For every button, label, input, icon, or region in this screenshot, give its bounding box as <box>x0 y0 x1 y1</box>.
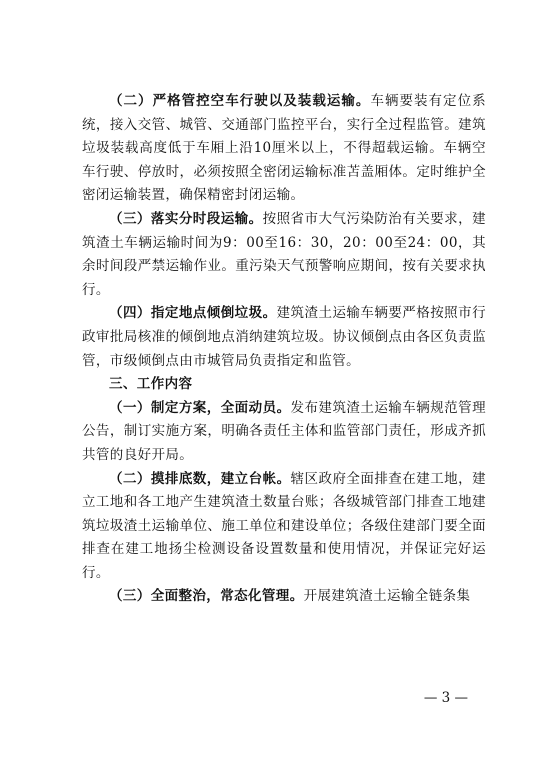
paragraph-time-slot-transport <box>82 208 486 302</box>
paragraph-text: 建筑渣土运输车辆要严格按照市行政审批局核准的倾倒地点消纳建筑垃圾。协议倾倒点由各区负责监管，市级倾倒点由市城管局负责指定和监管。 <box>82 305 487 369</box>
paragraph-plan-mobilize <box>82 397 486 468</box>
paragraph-empty-vehicle-control <box>82 90 486 208</box>
paragraph-designated-dump-site <box>82 302 486 373</box>
paragraph-text: 按照省市大气污染防治有关要求，建筑渣土车辆运输时间为9：00至16：30，20：00至24：00，其余时间段严禁运输作业。重污染天气预警响应期间，按有关要求执行。 <box>82 210 486 298</box>
paragraph-survey-ledger <box>82 468 486 586</box>
paragraph-lead: （一）制定方案，全面动员。 <box>109 399 291 416</box>
paragraph-lead: （三）落实分时段运输。 <box>109 210 263 227</box>
paragraph-lead: （二）摸排底数，建立台帐。 <box>109 470 291 487</box>
paragraph-text: 辖区政府全面排查在建工地，建立工地和各工地产生建筑渣土数量台账；各级城管部门排查工地建筑垃圾渣土运输单位、施工单位和建设单位；各级住建部门要全面排查在建工地扬尘检测设备设置数量和使用情况，并保证完好运行。 <box>82 470 486 581</box>
paragraph-lead: （二）严格管控空车行驶以及装载运输。 <box>109 93 371 109</box>
paragraph-lead: （四）指定地点倾倒垃圾。 <box>109 305 277 322</box>
section-heading-work-content: 三、工作内容 <box>109 376 193 393</box>
paragraph-text: 车辆要装有定位系统，接入交管、城管、交通部门监控平台，实行全过程监管。建筑垃圾装载高度低于车厢上沿10厘米以上，不得超载运输。车辆空车行驶、停放时，必须按照全密闭运输标准苫盖厢体。定时维护全密闭运输装置，确保精密封闭运输。 <box>82 93 487 204</box>
paragraph-lead: （三）全面整治，常态化管理。 <box>109 588 304 605</box>
paragraph-text: 发布建筑渣土运输车辆规范管理公告，制订实施方案，明确各责任主体和监管部门责任，形成齐抓共管的良好开局。 <box>82 399 486 463</box>
paragraph-text: 开展建筑渣土运输全链条集 <box>303 588 471 605</box>
paragraph-comprehensive-rectification <box>82 585 486 609</box>
document-body <box>82 90 486 609</box>
page-number: — 3 — <box>423 690 468 706</box>
